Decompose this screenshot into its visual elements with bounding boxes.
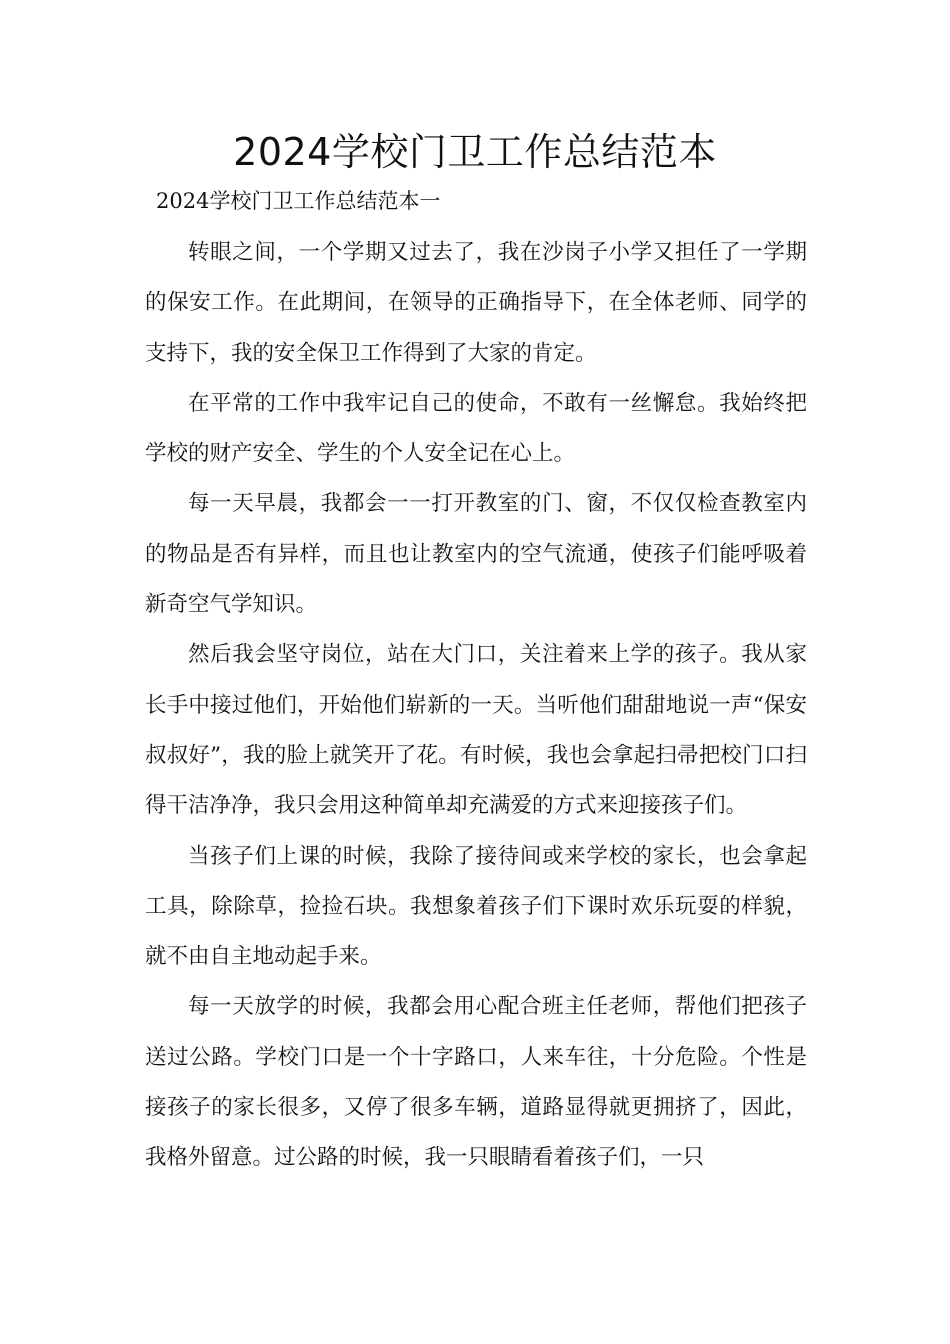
paragraph: 当孩子们上课的时候，我除了接待间或来学校的家长，也会拿起工具，除除草，捡捡石块。我想象着孩子们下课时欢乐玩耍的样貌，就不由自主地动起手来。 — [145, 843, 807, 970]
paragraph: 在平常的工作中我牢记自己的使命，不敢有一丝懈怠。我始终把学校的财产安全、学生的个人安全记在心上。 — [145, 390, 807, 467]
document-subtitle: 2024学校门卫工作总结范本一 — [156, 189, 441, 213]
paragraph: 转眼之间，一个学期又过去了，我在沙岗子小学又担任了一学期的保安工作。在此期间，在领导的正确指导下，在全体老师、同学的支持下，我的安全保卫工作得到了大家的肯定。 — [145, 240, 807, 366]
document-title: 2024学校门卫工作总结范本 — [233, 130, 717, 174]
paragraph: 每一天早晨，我都会一一打开教室的门、窗，不仅仅检查教室内的物品是否有异样，而且也让教室内的空气流通，使孩子们能呼吸着新奇空气学知识。 — [145, 491, 807, 618]
paragraph: 然后我会坚守岗位，站在大门口，关注着来上学的孩子。我从家长手中接过他们，开始他们崭新的一天。当听他们甜甜地说一声“保安叔叔好”，我的脸上就笑开了花。有时候，我也会拿起扫帚把校门口扫得干洁净净，我只会用这种简单却充满爱的方式来迎接孩子们。 — [145, 642, 807, 819]
document-body — [145, 228, 807, 1184]
paragraph: 每一天放学的时候，我都会用心配合班主任老师，帮他们把孩子送过公路。学校门口是一个十字路口，人来车往，十分危险。个性是接孩子的家长很多，又停了很多车辆，道路显得就更拥挤了，因此，我格外留意。过公路的时候，我一只眼睛看着孩子们，一只 — [145, 994, 807, 1171]
